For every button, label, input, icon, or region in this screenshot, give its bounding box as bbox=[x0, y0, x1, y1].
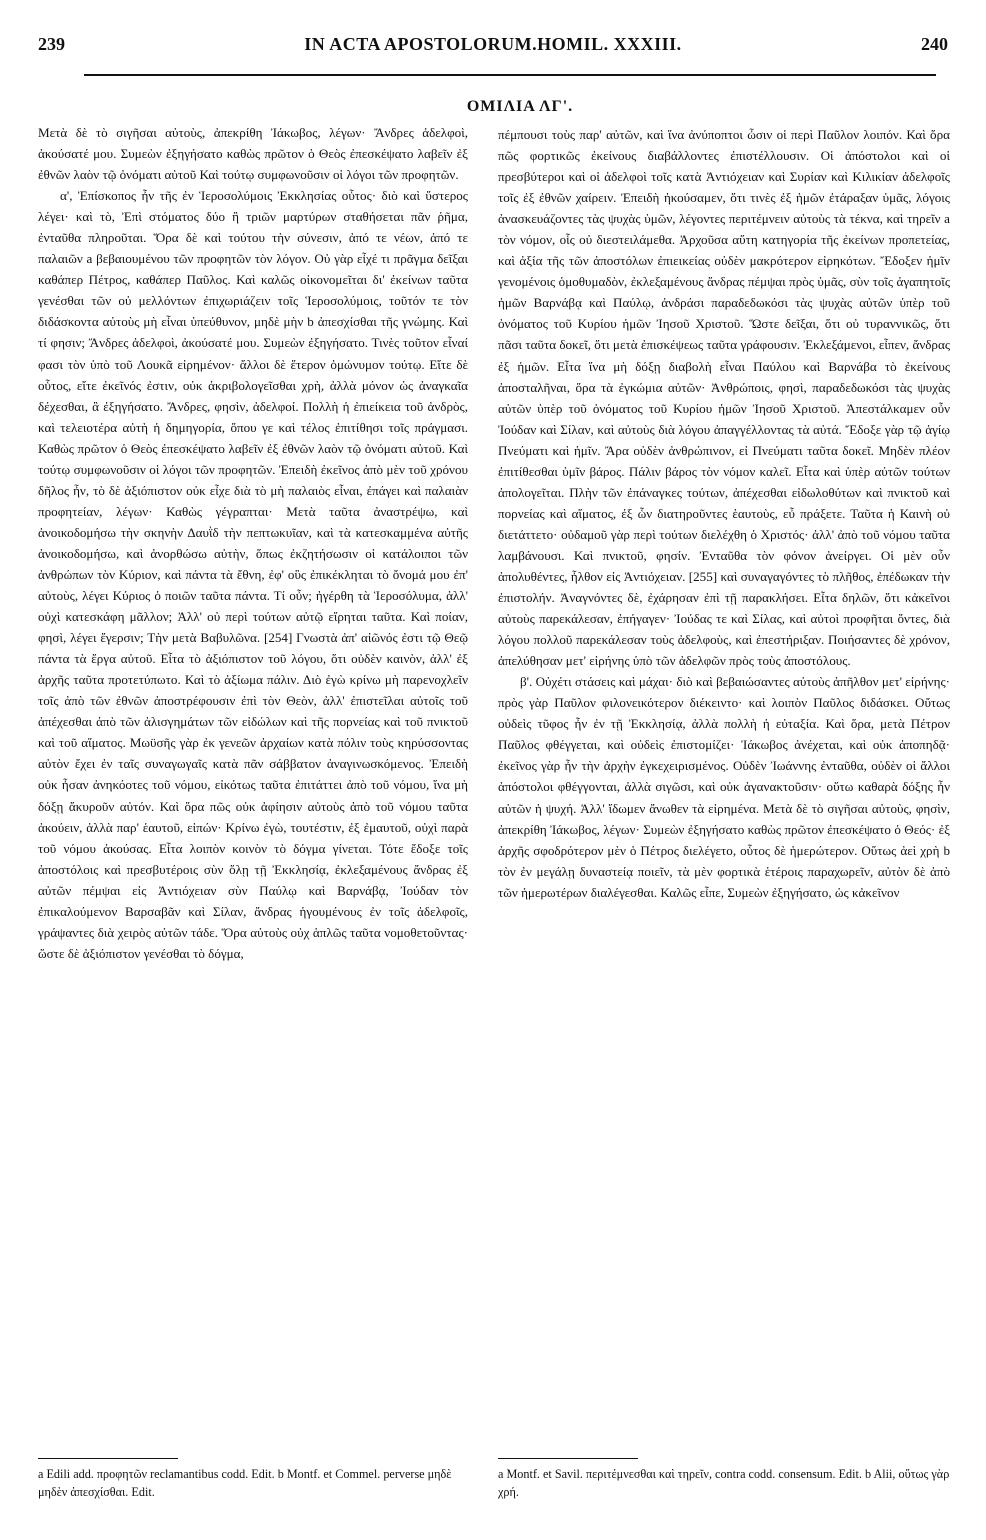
footnote-rule-right bbox=[498, 1458, 638, 1459]
lemma-paragraph: Μετὰ δὲ τὸ σιγῆσαι αὐτοὺς, ἀπεκρίθη Ἰάκωβος, λέγων· Ἄνδρες ἀδελφοὶ, ἀκούσατέ μου. Συμεὼν ἐξηγήσατο καθὼς πρῶτον ὁ Θεὸς ἐπεσκέψατο λαβεῖν ἐξ ἐθνῶν λαὸν τῷ ὀνόματι αὐτοῦ Καὶ τούτῳ συμφωνοῦσιν οἱ λόγοι τῶν προφητῶν. bbox=[38, 125, 468, 183]
right-column bbox=[498, 124, 950, 903]
running-title: IN ACTA APOSTOLORUM.HOMIL. XXXIII. bbox=[304, 34, 682, 54]
footnote-left: a Edili add. προφητῶν reclamantibus codd. Edit. b Montf. et Commel. perverse μηδὲ μηδὲν ἀπεσχίσθαι. Edit. bbox=[38, 1467, 452, 1499]
page-number-left: 239 bbox=[38, 34, 65, 54]
page-number-right: 240 bbox=[921, 34, 948, 54]
footnote-right: a Montf. et Savil. περιτέμνεσθαι καὶ τηρεῖν, contra codd. consensum. Edit. b Alii, οὕτως γὰρ χρή. bbox=[498, 1467, 950, 1499]
body-paragraph: πέμπουσι τοὺς παρ' αὐτῶν, καὶ ἵνα ἀνύποπτοι ὦσιν οἱ περὶ Παῦλον λοιπόν. Καὶ ὅρα πῶς φορτικῶς ἐκείνους διαβάλλοντες ἐπιστέλλουσιν. Οἱ ἀπόστολοι καὶ οἱ πρεσβύτεροι καὶ οἱ ἀδελφοὶ τοῖς κατὰ Ἀντιόχειαν καὶ Συρίαν καὶ Κιλικίαν ἀδελφοῖς τοῖς ἐξ ἐθνῶν χαίρειν. Ἐπειδὴ ἠκούσαμεν, ὅτι τινὲς ἐξ ἡμῶν ἐτάραξαν ὑμᾶς, λόγοις ἀνασκευάζοντες τὰς ψυχὰς ὑμῶν, λέγοντες περιτέμνειν αὐτοὺς τὰ τέκνα, καὶ τηρεῖν a τὸν νόμον, οἷς οὐ διεστειλάμεθα. Ἀρχοῦσα αὕτη κατηγορία τῆς ἐκείνων προπετείας, καὶ ἀξία τῆς τῶν ἀποστόλων ἐπιεικείας οὐδὲν μακρότερον εἰρηκότων. Ἔδοξεν ἡμῖν γενομένοις ὁμοθυμαδὸν, ἐκλεξαμένους ἄνδρας πέμψαι πρὸς ὑμᾶς, σὺν τοῖς ἀγαπητοῖς ἡμῶν Βαρνάβᾳ καὶ Παύλῳ, ἀνδράσι παραδεδωκόσι τὰς ψυχὰς αὐτῶν ὑπὲρ τοῦ ὀνόματος τοῦ Κυρίου ἡμῶν Ἰησοῦ Χριστοῦ. Ὥστε δεῖξαι, ὅτι οὐ τυραννικῶς, ὅτι πᾶσι ταῦτα δοκεῖ, ὅτι μετὰ ἐπισκέψεως ταῦτα γράφουσιν. Ἐκλεξάμενοι, εἶπεν, ἄνδρας ἐξ ἡμῶν. Εἶτα ἵνα μὴ δόξῃ διαβολὴ εἶναι Παύλου καὶ Βαρνάβα τὸ ἐκείνους ἀποσταλῆναι, ὅρα τὰ ἐγκώμια αὐτῶν· Ἀνθρώποις, φησὶ, παραδεδωκόσι τὰς ψυχὰς αὐτῶν ὑπὲρ τοῦ ὀνόματος τοῦ Κυρίου ἡμῶν Ἰησοῦ Χριστοῦ. Ἀπεστάλκαμεν οὖν Ἰούδαν καὶ Σίλαν, καὶ αὐτοὺς διὰ λόγου ἀπαγγέλλοντας τὰ αὐτά. Ἔδοξε γὰρ τῷ ἁγίῳ Πνεύματι καὶ ἡμῖν. Ἄρα οὐδὲν ἀνθρώπινον, εἰ Πνεύματι ταῦτα δοκεῖ. Μηδὲν πλέον ἐπιτίθεσθαι ὑμῖν βάρος. Πάλιν βάρος τὸν νόμον καλεῖ. Εἶτα καὶ ὑπὲρ αὐτῶν τούτων ἀπολογεῖται. Πλὴν τῶν ἐπάναγκες τούτων, ἀπέχεσθαι εἰδωλοθύτων καὶ πνικτοῦ καὶ πορνείας καὶ αἵματος, ἐξ ὧν διατηροῦντες ἑαυτοὺς, εὖ πράξετε. Ταῦτα ἡ Καινὴ οὐ διετάττετο· οὐδαμοῦ γὰρ περὶ τούτων διελέχθη ὁ Χριστός· ἀλλ' ἀπὸ τοῦ νόμου ταῦτα λαμβάνουσι. Καὶ πνικτοῦ, φησίν. Ἐνταῦθα τὸν φόνον ἀνείργει. Οἱ μὲν οὖν ἀπολυθέντες, ἦλθον εἰς Ἀντιόχειαν. [255] καὶ συναγαγόντες τὸ πλῆθος, ἐπέδωκαν τὴν ἐπιστολήν. Ἀναγνόντες δὲ, ἐχάρησαν ἐπὶ τῇ παρακλήσει. Εἶτα δηλῶν, ὅτι κἀκεῖνοι αὐτοὺς παρεκάλεσαν, ἐπήγαγεν· Ἰούδας τε καὶ Σίλας, καὶ αὐτοὶ προφῆται ὄντες, διὰ λόγου πολλοῦ παρεκάλεσαν τοὺς ἀδελφοὺς, καὶ ἐπεστήριξαν. Ποιήσαντες δὲ χρόνον, ἀπελύθησαν μετ' εἰρήνης ὑπὸ τῶν ἀδελφῶν πρὸς τοὺς ἀποστόλους. bbox=[498, 127, 950, 669]
body-paragraph: α', Ἐπίσκοπος ἦν τῆς ἐν Ἱεροσολύμοις Ἐκκλησίας οὗτος· διὸ καὶ ὕστερος λέγει· καὶ τὸ, Ἐπὶ στόματος δύο ἢ τριῶν μαρτύρων σταθήσεται πᾶν ῥῆμα, ἐνταῦθα πληροῦται. Ὅρα δὲ καὶ τούτου τὴν σύνεσιν, ἀπό τε νέων, ἀπό τε παλαιῶν a βεβαιουμένου τῶν προφητῶν τὸν λόγον. Οὐ γὰρ εἶχέ τι πρᾶγμα δεῖξαι καθάπερ Πέτρος, καθάπερ Παῦλος. Καὶ καλῶς οἰκονομεῖται δι' ἐκείνων ταῦτα γενέσθαι τῶν οὐ μελλόντων ἐπιχωριάζειν τοῖς Ἱεροσολύμοις, τοῦτόν τε τὸν διδάσκοντα αὐτοὺς μὴ εἶναι ὑπεύθυνον, μηδὲ μὴν b ἀπεσχίσθαι τῆς γνώμης. Καὶ τί φησιν; Ἄνδρες ἀδελφοὶ, ἀκούσατέ μου. Συμεὼν ἐξηγήσατο. Τινὲς τοῦτον εἶναί φασι τὸν ὑπὸ τοῦ Λουκᾶ εἰρημένον· ἄλλοι δὲ ἕτερον ὁμώνυμον τούτῳ. Εἴτε δὲ οὗτος, εἴτε ἐκεῖνός ἐστιν, οὐκ ἀκριβολογεῖσθαι χρὴ, ἀλλὰ μόνον ὡς ἀναγκαῖα δέχεσθαι, ἃ ἐξηγήσατο. Ἄνδρες, φησὶν, ἀδελφοί. Πολλὴ ἡ ἐπιείκεια τοῦ ἀνδρὸς, καὶ τελειοτέρα αὐτὴ ἡ δημηγορία, ὅπου γε καὶ τέλος ἐπιτίθησι τοῖς πράγμασι. Καθὼς πρῶτον ὁ Θεὸς ἐπεσκέψατο λαβεῖν ἐξ ἐθνῶν λαὸν τῷ ὀνόματι αὐτοῦ. Καὶ τούτῳ συμφωνοῦσιν οἱ λόγοι τῶν προφητῶν. Ἐπειδὴ ἐκεῖνος ἀπὸ μὲν τοῦ χρόνου δῆλος ἦν, τὸ δὲ ἀξιόπιστον οὐκ εἶχε διὰ τὸ μὴ παλαιὸς εἶναι, ἐπάγει καὶ παλαιὰν προφητείαν, λέγων· Καθὼς γέγραπται· Μετὰ ταῦτα ἀναστρέψω, καὶ ἀνοικοδομήσω τὴν σκηνὴν Δαυῒδ τὴν πεπτωκυῖαν, καὶ τὰ κατεσκαμμένα αὐτῆς ἀνοικοδομήσω, καὶ ἀνορθώσω αὐτὴν, ὅπως ἐκζητήσωσιν οἱ κατάλοιποι τῶν ἀνθρώπων τὸν Κύριον, καὶ πάντα τὰ ἔθνη, ἐφ' οὓς ἐπικέκληται τὸ ὄνομά μου ἐπ' αὐτοὺς, λέγει Κύριος ὁ ποιῶν ταῦτα πάντα. Τί οὖν; ἠγέρθη τὰ Ἱεροσόλυμα, ἀλλ' οὐχὶ κατεσκάφη μᾶλλον; Ἀλλ' οὐ περὶ τούτων αὐτῷ εἴρηται ταῦτα. Καὶ ποίαν, φησὶ, λέγει ἔγερσιν; Τὴν μετὰ Βαβυλῶνα. [254] Γνωστὰ ἀπ' αἰῶνός ἐστι τῷ Θεῷ πάντα τὰ ἔργα αὐτοῦ. Εἶτα τὸ ἀξιόπιστον τοῦ λόγου, ὅτι οὐδὲν καινὸν, ἀλλ' ἐξ ἀρχῆς ταῦτα προτετύπωτο. Καὶ τὸ ἀξίωμα πάλιν. Διὸ ἐγὼ κρίνω μὴ παρενοχλεῖν τοῖς ἀπὸ τῶν ἐθνῶν ἀποστρέφουσιν ἐπὶ τὸν Θεὸν, ἀλλ' ἐπιστεῖλαι αὐτοῖς τοῦ ἀπέχεσθαι ἀπὸ τῶν ἀλισγημάτων τῶν εἰδώλων καὶ τῆς πορνείας καὶ τοῦ πνικτοῦ καὶ τοῦ αἵματος. Μωϋσῆς γὰρ ἐκ γενεῶν ἀρχαίων κατὰ πόλιν τοὺς κηρύσσοντας αὐτὸν ἔχει ἐν ταῖς συναγωγαῖς κατὰ πᾶν σάββατον ἀναγινωσκόμενος. Ἐπειδὴ οὐκ ἦσαν ἀνηκόοτες τοῦ νόμου, εἰκότως ταῦτα ἐπιτάττει ἀπὸ τοῦ νόμου, ἵνα μὴ δόξῃ ἄκυροῦν αὐτόν. Καὶ ὅρα πῶς οὐκ ἀφίησιν αὐτοὺς ἀπὸ τοῦ νόμου ταῦτα ἀκούειν, ἀλλὰ παρ' ἑαυτοῦ, εἰπών· Κρίνω ἐγὼ, τουτέστιν, ἐξ ἐμαυτοῦ, οὐχὶ παρὰ τοῦ νόμου ἀκούσας. Εἶτα λοιπὸν κοινὸν τὸ δόγμα γίνεται. Τότε ἔδοξε τοῖς ἀποστόλοις καὶ πρεσβυτέροις σὺν ὅλῃ τῇ Ἐκκλησίᾳ, ἐκλεξαμένους ἄνδρας ἐξ αὐτῶν πέμψαι εἰς Ἀντιόχειαν σὺν Παύλῳ καὶ Βαρνάβᾳ, Ἰούδαν τὸν ἐπικαλούμενον Βαρσαβᾶν καὶ Σίλαν, ἄνδρας ἡγουμένους ἐν τοῖς ἀδελφοῖς, γράψαντες διὰ χειρὸς αὐτῶν τάδε. Ὅρα αὐτοὺς οὐχ ἁπλῶς ταῦτα νομοθετοῦντας· ὥστε δὲ ἀξιόπιστον γενέσθαι τὸ δόγμα, bbox=[38, 188, 468, 961]
homily-title: ΟΜΙΛΙΑ ΛΓ'. bbox=[466, 98, 574, 115]
header-rule bbox=[84, 74, 936, 76]
footnote-rule-left bbox=[38, 1458, 178, 1459]
left-column bbox=[38, 122, 468, 964]
body-paragraph: β'. Οὐχέτι στάσεις καὶ μάχαι· διὸ καὶ βεβαιώσαντες αὐτοὺς ἀπῆλθον μετ' εἰρήνης· πρὸς γὰρ Παῦλον φιλονεικότερον διέκειντο· καὶ λοιπὸν Παῦλος διδάσκει. Οὔτως οὐδεὶς τῦφος ἦν ἐν τῇ Ἐκκλησίᾳ, ἀλλὰ πολλὴ ἡ εὐταξία. Καὶ ὅρα, μετὰ Πέτρον Παῦλος φθέγγεται, καὶ οὐδεὶς ἐπιστομίζει· Ἰάκωβος ἀνέχεται, καὶ οὐκ ἀποπηδᾷ· ἐκεῖνος γὰρ ἦν τὴν ἀρχὴν ἐγκεχειρισμένος. Οὐδὲν Ἰωάννης ἐνταῦθα, οὐδὲν οἱ ἄλλοι ἀπόστολοι φθέγγονται, ἀλλὰ σιγῶσι, καὶ οὐκ ἀγανακτοῦσιν· οὕτω καθαρὰ δόξης ἦν αὐτῶν ἡ ψυχή. Ἀλλ' ἴδωμεν ἄνωθεν τὰ εἰρημένα. Μετὰ δὲ τὸ σιγῆσαι αὐτοὺς, φησὶν, ἀπεκρίθη Ἰάκωβος, λέγων· Συμεὼν ἐξηγήσατο καθὼς πρῶτον ἐπεσκέψατο ὁ Θεός· ἐξ ἀρχῆς σφοδρότερον μὲν ὁ Πέτρος διελέγετο, οὗτος δὲ ἡμερώτερον. Οὕτως ἀεὶ χρὴ b τὸν ἐν μεγάλῃ δυναστείᾳ ποιεῖν, τὰ μὲν φορτικὰ ἑτέροις παραχωρεῖν, αὐτὸν δὲ ἀπὸ τῶν ἡμερωτέρων διαλέγεσθαι. Καλῶς εἶπε, Συμεὼν ἐξηγήσατο, ὡς κἀκεῖνον bbox=[498, 674, 950, 900]
running-header bbox=[38, 34, 948, 60]
